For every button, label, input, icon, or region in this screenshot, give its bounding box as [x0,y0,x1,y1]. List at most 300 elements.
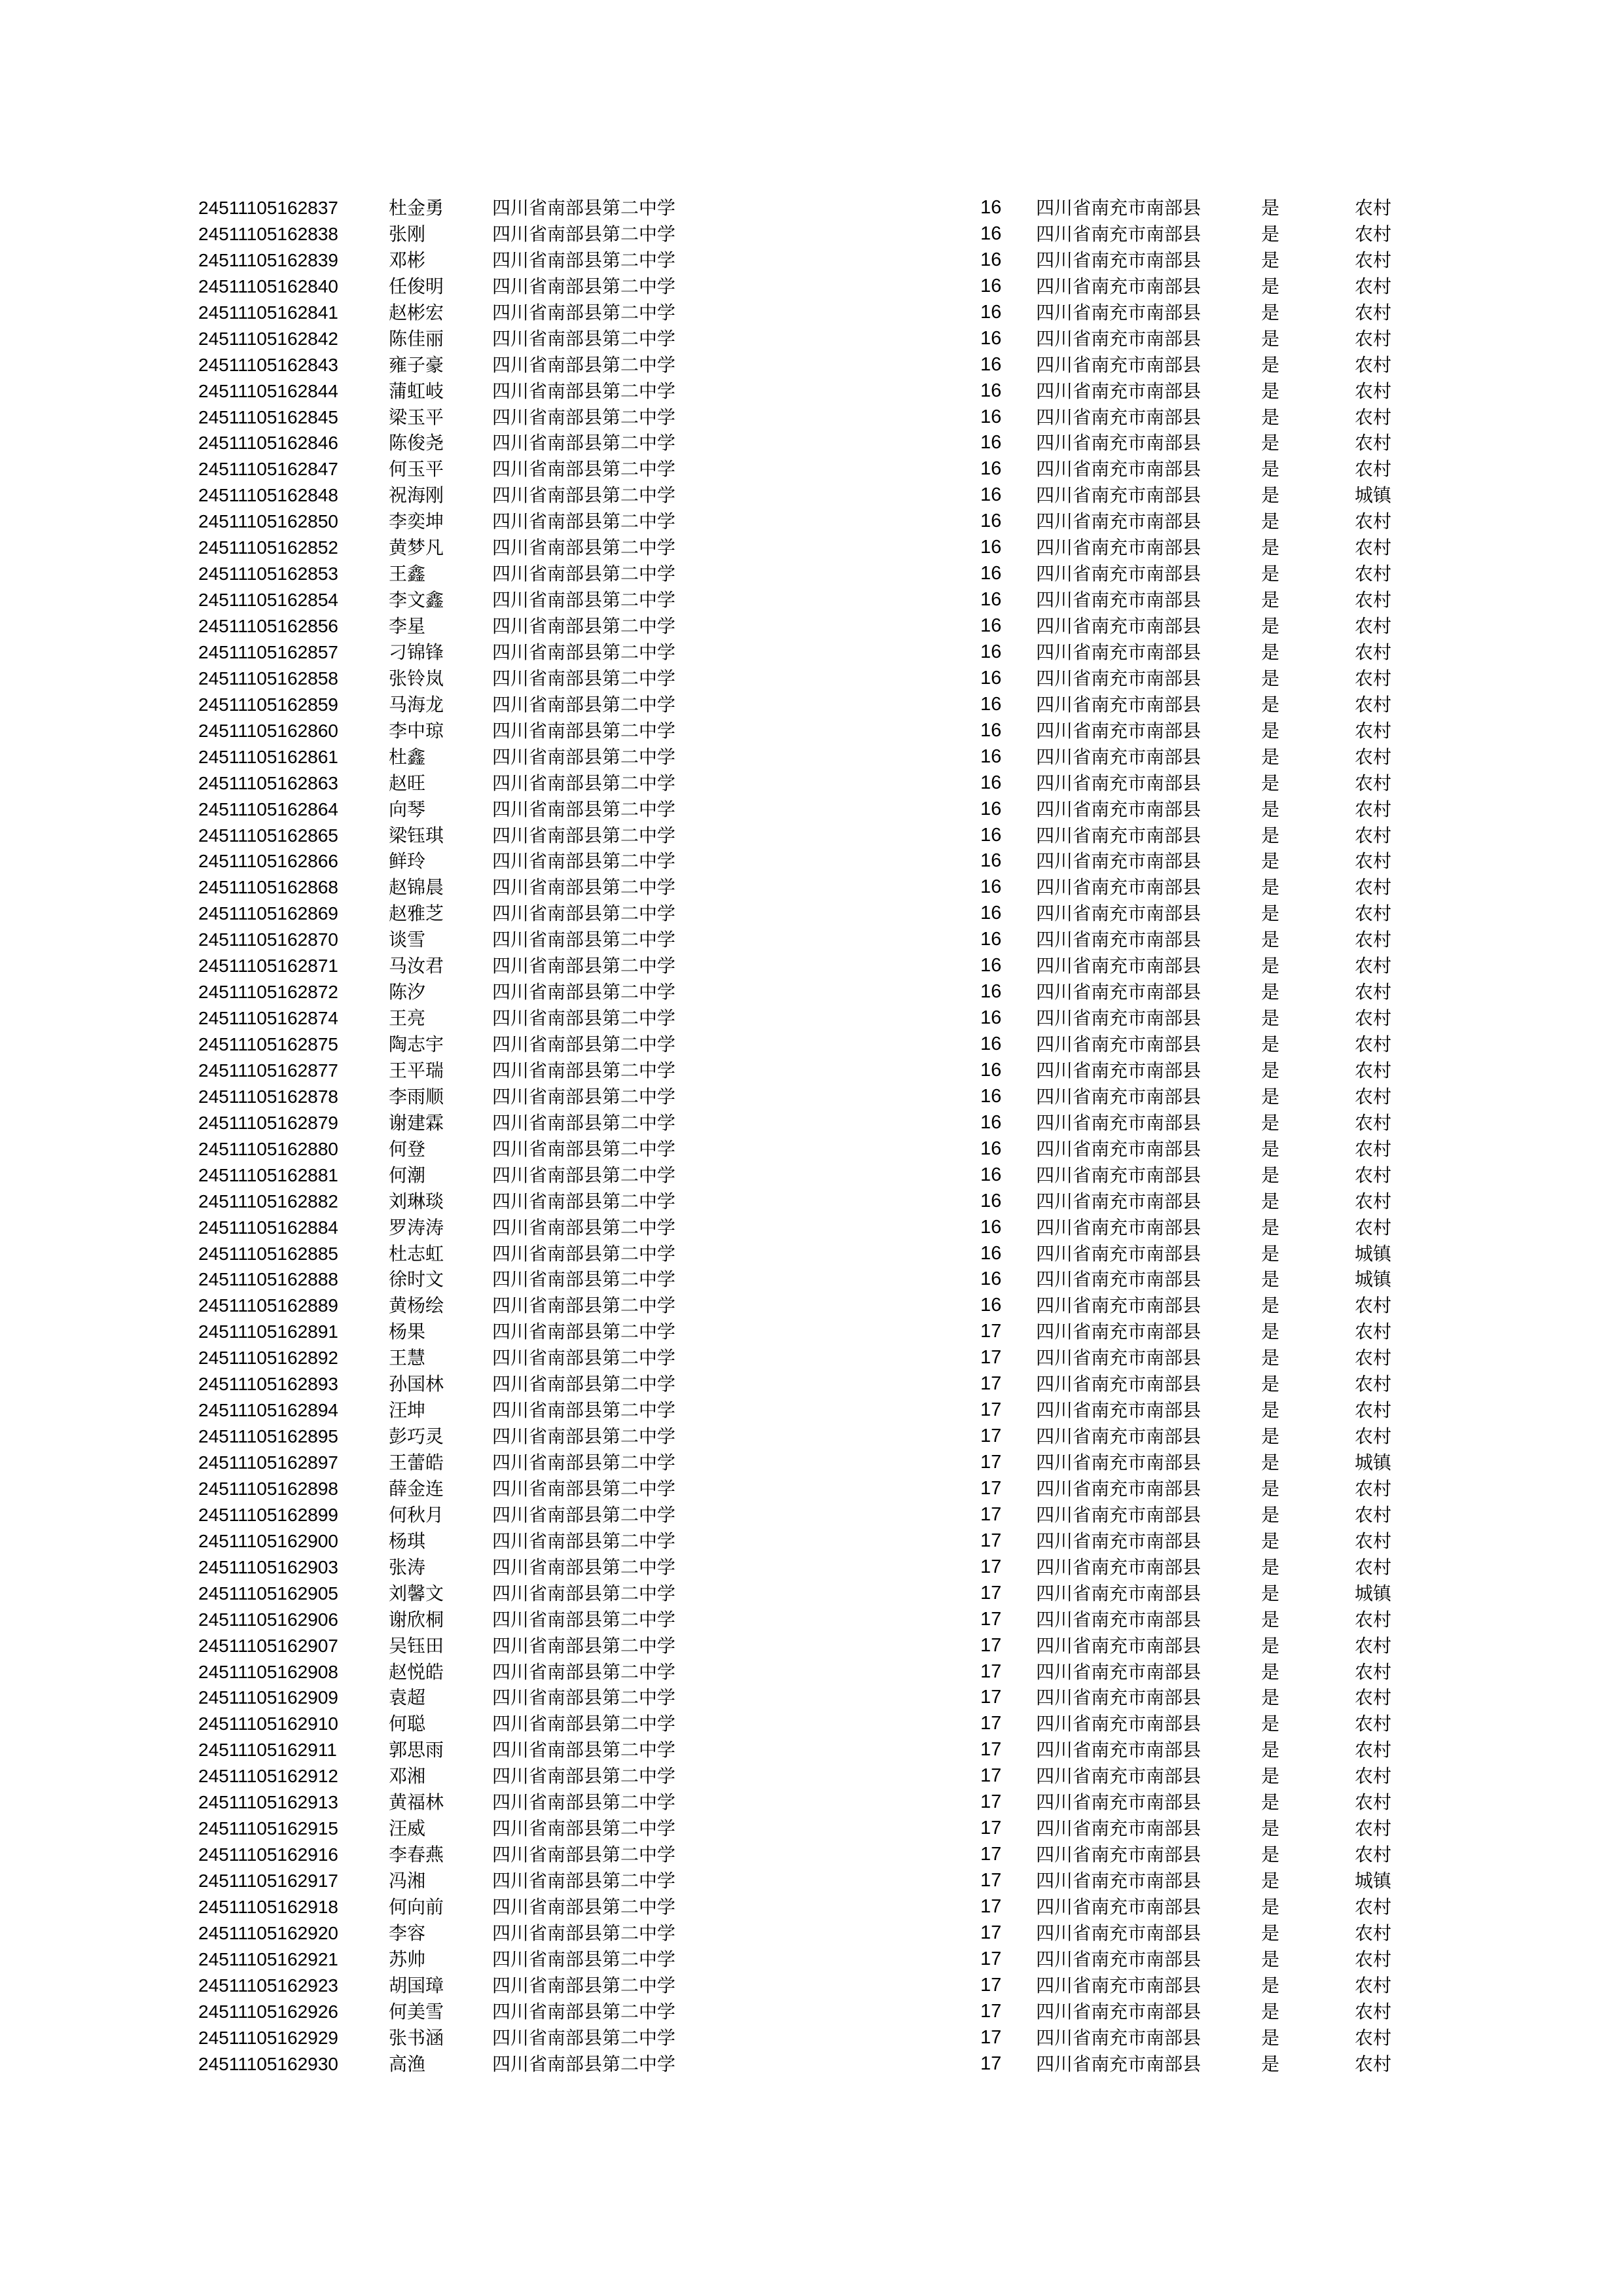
age-value: 17 [980,1870,1002,1891]
age-value: 17 [980,1974,1002,1996]
school-name: 四川省南部县第二中学 [492,1033,676,1055]
student-id: 24511105162852 [198,537,338,558]
address: 四川省南充市南部县 [1036,1347,1202,1369]
school-name: 四川省南部县第二中学 [492,2000,676,2022]
residence-type: 农村 [1355,432,1392,454]
status-flag: 是 [1261,1399,1280,1422]
student-id: 24511105162847 [198,459,338,480]
age-value: 17 [980,1426,1002,1447]
age-value: 17 [980,1818,1002,1839]
table-row [0,927,1623,953]
status-flag: 是 [1261,693,1280,715]
residence-type: 农村 [1355,693,1392,715]
table-row [0,979,1623,1005]
address: 四川省南充市南部县 [1036,615,1202,637]
address: 四川省南充市南部县 [1036,1295,1202,1317]
address: 四川省南充市南部县 [1036,353,1202,376]
address: 四川省南充市南部县 [1036,1242,1202,1265]
student-id: 24511105162854 [198,590,338,611]
table-row [0,770,1623,797]
school-name: 四川省南部县第二中学 [492,1007,676,1030]
school-name: 四川省南部县第二中学 [492,1452,676,1473]
table-row [0,1058,1623,1084]
student-id: 24511105162863 [198,772,338,793]
address: 四川省南充市南部县 [1036,2053,1202,2075]
status-flag: 是 [1261,223,1280,245]
school-name: 四川省南部县第二中学 [492,745,676,768]
address: 四川省南充市南部县 [1036,1138,1202,1160]
student-id: 24511105162920 [198,1922,338,1943]
school-name: 四川省南部县第二中学 [492,406,676,428]
address: 四川省南充市南部县 [1036,1660,1202,1683]
address: 四川省南充市南部县 [1036,301,1202,323]
table-row [0,1946,1623,1973]
student-name: 高渔 [389,2053,426,2075]
address: 四川省南充市南部县 [1036,1059,1202,1081]
age-value: 16 [980,1111,1002,1133]
age-value: 17 [980,1660,1002,1682]
residence-type: 农村 [1355,1059,1392,1081]
student-name: 彭巧灵 [389,1426,444,1448]
table-row [0,274,1623,300]
school-name: 四川省南部县第二中学 [492,955,676,977]
school-name: 四川省南部县第二中学 [492,1895,676,1918]
table-row [0,456,1623,482]
address: 四川省南充市南部县 [1036,1634,1202,1657]
residence-type: 农村 [1355,1347,1392,1369]
student-name: 李容 [389,1922,426,1944]
age-value: 17 [980,1687,1002,1708]
status-flag: 是 [1261,1818,1280,1840]
student-id: 24511105162888 [198,1269,338,1290]
student-name: 徐时文 [389,1268,444,1291]
status-flag: 是 [1261,955,1280,977]
table-row [0,613,1623,639]
student-id: 24511105162910 [198,1713,338,1734]
table-row [0,1659,1623,1685]
student-name: 薛金连 [389,1477,444,1499]
school-name: 四川省南部县第二中学 [492,353,676,376]
table-row [0,1581,1623,1607]
student-id: 24511105162841 [198,302,338,323]
student-name: 汪威 [389,1818,426,1840]
student-name: 张刚 [389,223,426,245]
address: 四川省南充市南部县 [1036,1791,1202,1814]
student-id: 24511105162853 [198,564,338,584]
school-name: 四川省南部县第二中学 [492,1503,676,1526]
student-id: 24511105162865 [198,825,338,846]
status-flag: 是 [1261,1582,1280,1604]
status-flag: 是 [1261,380,1280,402]
student-name: 汪坤 [389,1399,426,1422]
school-name: 四川省南部县第二中学 [492,1138,676,1160]
student-name: 马海龙 [389,693,444,715]
student-name: 王亮 [389,1007,426,1030]
school-name: 四川省南部县第二中学 [492,981,676,1003]
table-row [0,1973,1623,1999]
school-name: 四川省南部县第二中学 [492,1059,676,1081]
table-row [0,1319,1623,1345]
table-row [0,195,1623,221]
table-row [0,874,1623,901]
student-id: 24511105162903 [198,1556,338,1577]
age-value: 16 [980,563,1002,584]
address: 四川省南充市南部县 [1036,772,1202,794]
age-value: 16 [980,484,1002,506]
address: 四川省南充市南部县 [1036,641,1202,663]
table-row [0,1241,1623,1267]
status-flag: 是 [1261,1138,1280,1160]
student-name: 李星 [389,615,426,637]
school-name: 四川省南部县第二中学 [492,1373,676,1395]
age-value: 16 [980,955,1002,977]
school-name: 四川省南部县第二中学 [492,772,676,794]
age-value: 16 [980,1138,1002,1159]
residence-type: 农村 [1355,955,1392,977]
student-id: 24511105162915 [198,1818,338,1839]
status-flag: 是 [1261,563,1280,585]
age-value: 16 [980,458,1002,480]
table-row [0,1084,1623,1110]
table-row [0,744,1623,770]
school-name: 四川省南部县第二中学 [492,327,676,350]
school-name: 四川省南部县第二中学 [492,1242,676,1265]
residence-type: 农村 [1355,537,1392,559]
residence-type: 农村 [1355,327,1392,350]
student-id: 24511105162880 [198,1138,338,1159]
age-value: 16 [980,301,1002,323]
table-row [0,1842,1623,1868]
residence-type: 农村 [1355,824,1392,846]
status-flag: 是 [1261,903,1280,925]
age-value: 16 [980,511,1002,532]
student-name: 孙国林 [389,1373,444,1395]
table-row [0,587,1623,613]
residence-type: 农村 [1355,1295,1392,1317]
table-row [0,1162,1623,1189]
table-row [0,1215,1623,1241]
address: 四川省南充市南部县 [1036,1164,1202,1186]
age-value: 17 [980,1399,1002,1421]
status-flag: 是 [1261,275,1280,297]
age-value: 16 [980,903,1002,924]
student-name: 杜鑫 [389,745,426,768]
address: 四川省南充市南部县 [1036,929,1202,951]
student-id: 24511105162907 [198,1635,338,1656]
address: 四川省南充市南部县 [1036,327,1202,350]
school-name: 四川省南部县第二中学 [492,1190,676,1212]
student-name: 赵锦晨 [389,876,444,899]
table-row [0,1450,1623,1476]
table-row [0,535,1623,561]
student-id: 24511105162895 [198,1426,338,1447]
table-row [0,1920,1623,1946]
residence-type: 农村 [1355,1660,1392,1683]
student-id: 24511105162861 [198,746,338,767]
age-value: 16 [980,1033,1002,1054]
status-flag: 是 [1261,719,1280,742]
student-id: 24511105162856 [198,616,338,636]
age-value: 16 [980,380,1002,401]
student-id: 24511105162912 [198,1766,338,1787]
student-id: 24511105162885 [198,1243,338,1264]
table-row [0,1816,1623,1842]
address: 四川省南充市南部县 [1036,1556,1202,1578]
table-row [0,561,1623,587]
student-id: 24511105162923 [198,1975,338,1996]
student-id: 24511105162872 [198,982,338,1003]
student-name: 张书涵 [389,2026,444,2049]
student-name: 谢建霖 [389,1111,444,1134]
student-name: 何潮 [389,1164,426,1186]
student-name: 黄福林 [389,1791,444,1814]
status-flag: 是 [1261,1321,1280,1343]
address: 四川省南充市南部县 [1036,1085,1202,1107]
status-flag: 是 [1261,1033,1280,1055]
table-row [0,404,1623,431]
student-name: 陈佳丽 [389,327,444,350]
age-value: 17 [980,1373,1002,1395]
address: 四川省南充市南部县 [1036,1452,1202,1473]
status-flag: 是 [1261,249,1280,271]
student-name: 杜志虹 [389,1242,444,1265]
address: 四川省南充市南部县 [1036,1111,1202,1134]
student-id: 24511105162844 [198,380,338,401]
status-flag: 是 [1261,1452,1280,1473]
age-value: 16 [980,615,1002,636]
age-value: 17 [980,1582,1002,1604]
status-flag: 是 [1261,484,1280,507]
student-id: 24511105162875 [198,1034,338,1054]
residence-type: 农村 [1355,1556,1392,1578]
student-name: 罗涛涛 [389,1216,444,1238]
student-name: 蒲虹岐 [389,380,444,402]
table-row [0,823,1623,849]
status-flag: 是 [1261,1634,1280,1657]
residence-type: 农村 [1355,1111,1392,1134]
table-row [0,953,1623,979]
age-value: 16 [980,929,1002,950]
status-flag: 是 [1261,1530,1280,1552]
address: 四川省南充市南部县 [1036,197,1202,219]
age-value: 16 [980,223,1002,244]
address: 四川省南充市南部县 [1036,2026,1202,2049]
age-value: 17 [980,2026,1002,2048]
table-row [0,2025,1623,2051]
school-name: 四川省南部县第二中学 [492,484,676,507]
address: 四川省南充市南部县 [1036,850,1202,872]
address: 四川省南充市南部县 [1036,275,1202,297]
student-id: 24511105162878 [198,1086,338,1107]
age-value: 16 [980,1242,1002,1264]
school-name: 四川省南部县第二中学 [492,197,676,219]
student-id: 24511105162894 [198,1400,338,1421]
address: 四川省南充市南部县 [1036,1948,1202,1970]
residence-type: 农村 [1355,406,1392,428]
status-flag: 是 [1261,511,1280,533]
table-row [0,848,1623,874]
age-value: 17 [980,1791,1002,1813]
student-id: 24511105162893 [198,1374,338,1395]
student-name: 向琴 [389,798,426,820]
student-name: 谢欣桐 [389,1608,444,1630]
age-value: 16 [980,1295,1002,1316]
school-name: 四川省南部县第二中学 [492,1818,676,1840]
school-name: 四川省南部县第二中学 [492,537,676,559]
table-row [0,1136,1623,1162]
age-value: 16 [980,1059,1002,1081]
residence-type: 农村 [1355,1687,1392,1709]
address: 四川省南充市南部县 [1036,249,1202,271]
address: 四川省南充市南部县 [1036,824,1202,846]
school-name: 四川省南部县第二中学 [492,1974,676,1996]
address: 四川省南充市南部县 [1036,1818,1202,1840]
student-id: 24511105162869 [198,903,338,924]
status-flag: 是 [1261,1059,1280,1081]
student-id: 24511105162837 [198,198,338,218]
address: 四川省南充市南部县 [1036,1844,1202,1866]
student-name: 陈俊尧 [389,432,444,454]
residence-type: 农村 [1355,2000,1392,2022]
table-row [0,430,1623,456]
school-name: 四川省南部县第二中学 [492,1791,676,1814]
school-name: 四川省南部县第二中学 [492,1268,676,1291]
age-value: 16 [980,981,1002,1003]
address: 四川省南充市南部县 [1036,432,1202,454]
student-name: 袁超 [389,1687,426,1709]
table-row [0,1789,1623,1816]
student-name: 何向前 [389,1895,444,1918]
status-flag: 是 [1261,197,1280,219]
status-flag: 是 [1261,327,1280,350]
student-name: 何聪 [389,1713,426,1735]
school-name: 四川省南部县第二中学 [492,1922,676,1944]
school-name: 四川省南部县第二中学 [492,903,676,925]
student-id: 24511105162857 [198,641,338,662]
status-flag: 是 [1261,1895,1280,1918]
residence-type: 农村 [1355,903,1392,925]
address: 四川省南充市南部县 [1036,1321,1202,1343]
school-name: 四川省南部县第二中学 [492,1111,676,1134]
status-flag: 是 [1261,1687,1280,1709]
student-id: 24511105162858 [198,668,338,689]
age-value: 17 [980,2000,1002,2022]
residence-type: 农村 [1355,1373,1392,1395]
student-id: 24511105162864 [198,798,338,819]
address: 四川省南充市南部县 [1036,1477,1202,1499]
address: 四川省南充市南部县 [1036,955,1202,977]
status-flag: 是 [1261,1974,1280,1996]
school-name: 四川省南部县第二中学 [492,589,676,611]
residence-type: 农村 [1355,1739,1392,1761]
residence-type: 农村 [1355,1765,1392,1787]
age-value: 17 [980,1452,1002,1473]
status-flag: 是 [1261,1426,1280,1448]
residence-type: 农村 [1355,667,1392,689]
student-id: 24511105162860 [198,720,338,741]
table-row [0,1110,1623,1136]
table-row [0,509,1623,535]
student-name: 杨琪 [389,1530,426,1552]
table-row [0,639,1623,666]
school-name: 四川省南部县第二中学 [492,929,676,951]
residence-type: 农村 [1355,2053,1392,2075]
address: 四川省南充市南部县 [1036,1216,1202,1238]
student-id: 24511105162848 [198,485,338,506]
address: 四川省南充市南部县 [1036,667,1202,689]
age-value: 16 [980,772,1002,793]
student-id: 24511105162879 [198,1112,338,1133]
table-row [0,1502,1623,1528]
student-name: 何登 [389,1138,426,1160]
student-id: 24511105162918 [198,1896,338,1917]
residence-type: 农村 [1355,1138,1392,1160]
residence-type: 农村 [1355,2026,1392,2049]
age-value: 16 [980,824,1002,846]
table-row [0,1293,1623,1319]
student-id: 24511105162868 [198,877,338,898]
student-name: 赵雅芝 [389,903,444,925]
student-name: 何美雪 [389,2000,444,2022]
student-id: 24511105162897 [198,1452,338,1473]
address: 四川省南充市南部县 [1036,1739,1202,1761]
address: 四川省南充市南部县 [1036,1033,1202,1055]
status-flag: 是 [1261,1007,1280,1030]
school-name: 四川省南部县第二中学 [492,458,676,480]
age-value: 17 [980,1634,1002,1656]
address: 四川省南充市南部县 [1036,1765,1202,1787]
status-flag: 是 [1261,1295,1280,1317]
residence-type: 农村 [1355,1477,1392,1499]
school-name: 四川省南部县第二中学 [492,1295,676,1317]
school-name: 四川省南部县第二中学 [492,380,676,402]
student-name: 邓彬 [389,249,426,271]
residence-type: 农村 [1355,1791,1392,1814]
residence-type: 农村 [1355,798,1392,820]
school-name: 四川省南部县第二中学 [492,1477,676,1499]
address: 四川省南充市南部县 [1036,589,1202,611]
address: 四川省南充市南部县 [1036,1268,1202,1291]
address: 四川省南充市南部县 [1036,981,1202,1003]
address: 四川省南充市南部县 [1036,537,1202,559]
residence-type: 农村 [1355,1922,1392,1944]
document-table [0,195,1623,2077]
table-row [0,1763,1623,1789]
status-flag: 是 [1261,1791,1280,1814]
student-id: 24511105162870 [198,929,338,950]
age-value: 17 [980,1556,1002,1577]
age-value: 17 [980,1739,1002,1761]
student-name: 杜金勇 [389,197,444,219]
age-value: 16 [980,719,1002,741]
student-id: 24511105162906 [198,1609,338,1630]
residence-type: 农村 [1355,223,1392,245]
table-row [0,352,1623,378]
age-value: 17 [980,1321,1002,1342]
student-id: 24511105162913 [198,1792,338,1813]
school-name: 四川省南部县第二中学 [492,1713,676,1735]
age-value: 16 [980,1216,1002,1238]
school-name: 四川省南部县第二中学 [492,249,676,271]
student-name: 王蕾皓 [389,1452,444,1473]
student-id: 24511105162892 [198,1348,338,1369]
student-name: 郭思雨 [389,1739,444,1761]
residence-type: 农村 [1355,380,1392,402]
school-name: 四川省南部县第二中学 [492,2026,676,2049]
residence-type: 农村 [1355,511,1392,533]
address: 四川省南充市南部县 [1036,1974,1202,1996]
student-id: 24511105162899 [198,1504,338,1525]
